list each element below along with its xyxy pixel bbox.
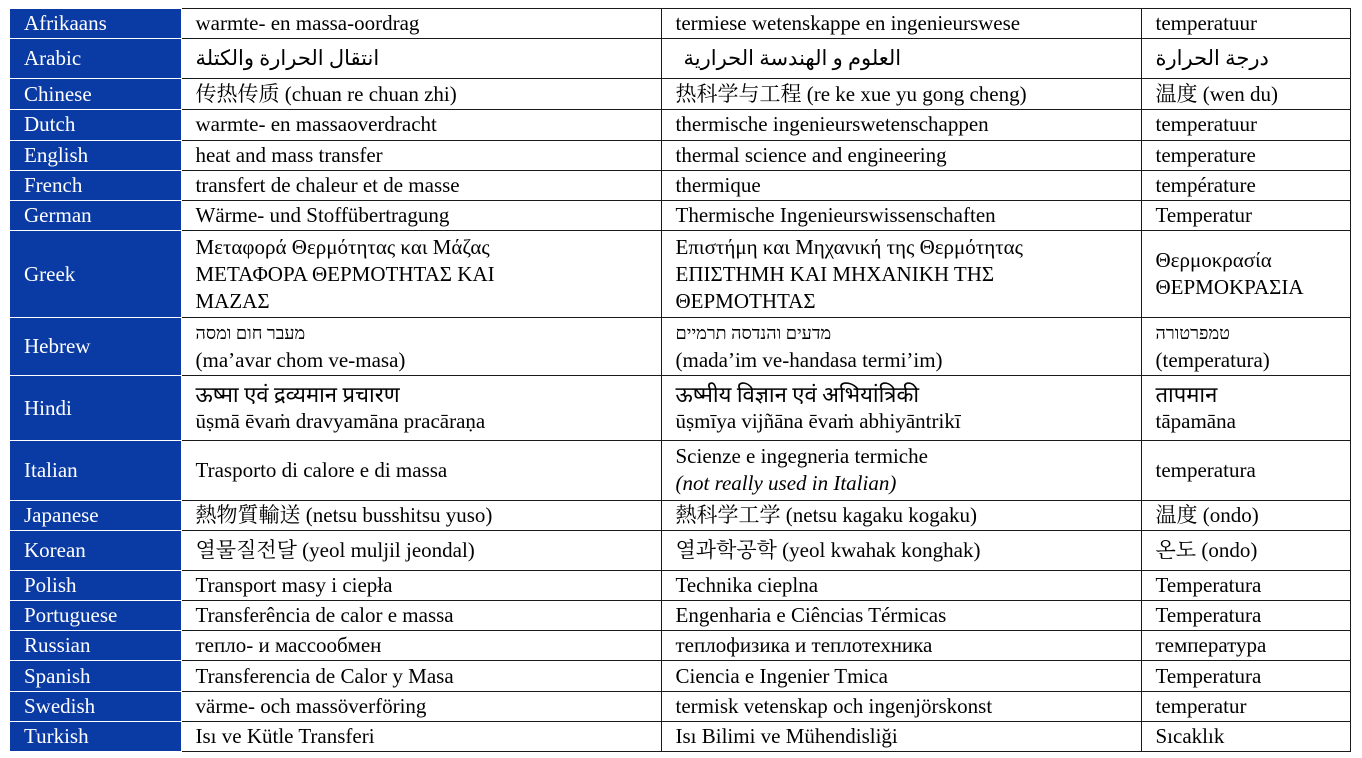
term-line: מדעים והנדסה תרמיים: [675, 322, 832, 343]
term-line: العلوم و الهندسة الحرارية: [683, 46, 902, 71]
term-line: 열과학공학 (yeol kwahak konghak): [675, 538, 981, 563]
language-name: Hindi: [10, 376, 181, 440]
term-line: temperatuur: [1155, 112, 1257, 137]
term-line: ΜΑΖΑΣ: [195, 288, 270, 313]
term-line: Temperatura: [1155, 603, 1262, 628]
term-line: (ma’avar chom ve-masa): [195, 347, 406, 372]
temperature-term: [1141, 601, 1350, 631]
term-line: termiese wetenskappe en ingenieurswese: [675, 11, 1021, 36]
term-line: 熱科学工学 (netsu kagaku kogaku): [675, 502, 978, 527]
temperature-term: [1141, 39, 1350, 79]
language-name: Greek: [10, 230, 181, 317]
term-line: Transferencia de Calor y Masa: [195, 663, 454, 688]
term-line: Temperatura: [1155, 573, 1262, 598]
table-row: [10, 721, 1350, 751]
term-line: temperatura: [1155, 457, 1256, 482]
heat-mass-transfer-term: [181, 230, 661, 317]
term-line: Trasporto di calore e di massa: [195, 457, 448, 482]
term-line: 온도 (ondo): [1155, 538, 1258, 563]
language-name: Hebrew: [10, 318, 181, 376]
thermal-science-term: [661, 631, 1141, 661]
heat-mass-transfer-term: [181, 691, 661, 721]
term-line: ΕΠΙΣΤΗΜΗ ΚΑΙ ΜΗΧΑΝΙΚΗ ΤΗΣ: [675, 261, 995, 286]
heat-mass-transfer-term: [181, 440, 661, 500]
heat-mass-transfer-term: [181, 140, 661, 170]
thermal-science-term: [661, 721, 1141, 751]
table-row: [10, 691, 1350, 721]
term-line: ऊष्मा एवं द्रव्यमान प्रचारण: [195, 382, 400, 408]
term-line: temperatuur: [1155, 11, 1257, 36]
table-row: [10, 9, 1350, 39]
term-line: Επιστήμη και Μηχανική της Θερμότητας: [675, 234, 1023, 259]
term-line: heat and mass transfer: [195, 142, 383, 167]
thermal-science-term: [661, 200, 1141, 230]
thermal-science-term: [661, 531, 1141, 571]
temperature-term: [1141, 376, 1350, 440]
term-line: thermal science and engineering: [675, 142, 947, 167]
term-line: Technika cieplna: [675, 573, 819, 598]
term-line: тепло- и массообмен: [195, 633, 382, 658]
language-name: Spanish: [10, 661, 181, 691]
term-note: (not really used in Italian): [675, 471, 897, 496]
heat-mass-transfer-term: [181, 79, 661, 110]
thermal-science-term: [661, 9, 1141, 39]
thermal-science-term: [661, 500, 1141, 530]
table-row: [10, 110, 1350, 140]
term-line: Sıcaklık: [1155, 723, 1225, 748]
term-line: Transferência de calor e massa: [195, 603, 454, 628]
table-row: [10, 318, 1350, 376]
language-name: Russian: [10, 631, 181, 661]
term-line: מעבר חום ומסה: [195, 322, 306, 343]
table-row: [10, 230, 1350, 317]
term-line: 温度 (wen du): [1155, 81, 1278, 106]
table-row: [10, 601, 1350, 631]
table-row: [10, 376, 1350, 440]
heat-mass-transfer-term: [181, 601, 661, 631]
term-line: värme- och massöverföring: [195, 693, 427, 718]
temperature-term: [1141, 500, 1350, 530]
table-row: [10, 500, 1350, 530]
language-name: German: [10, 200, 181, 230]
term-line: Isı Bilimi ve Mühendisliği: [675, 723, 898, 748]
term-line: انتقال الحرارة والكتلة: [195, 46, 380, 71]
language-name: English: [10, 140, 181, 170]
table-row: [10, 79, 1350, 110]
table-row: [10, 631, 1350, 661]
heat-mass-transfer-term: [181, 200, 661, 230]
heat-mass-transfer-term: [181, 110, 661, 140]
heat-mass-transfer-term: [181, 170, 661, 200]
term-line: 热科学与工程 (re ke xue yu gong cheng): [675, 81, 1027, 106]
thermal-science-term: [661, 440, 1141, 500]
term-line: (temperatura): [1155, 347, 1270, 372]
heat-mass-transfer-term: [181, 631, 661, 661]
temperature-term: [1141, 691, 1350, 721]
term-line: температура: [1155, 633, 1267, 658]
term-line: tāpamāna: [1155, 409, 1236, 434]
heat-mass-transfer-term: [181, 39, 661, 79]
table-row: [10, 39, 1350, 79]
term-line: теплофизика и теплотехника: [675, 633, 933, 658]
term-line: temperature: [1155, 142, 1256, 167]
table-row: [10, 200, 1350, 230]
temperature-term: [1141, 110, 1350, 140]
term-line: temperatur: [1155, 693, 1247, 718]
thermal-science-term: [661, 571, 1141, 601]
language-name: Chinese: [10, 79, 181, 110]
term-line: Scienze e ingegneria termiche: [675, 444, 928, 469]
table-row: [10, 531, 1350, 571]
term-line: Θερμοκρασία: [1155, 248, 1272, 272]
language-name: Japanese: [10, 500, 181, 530]
temperature-term: [1141, 440, 1350, 500]
language-name: Dutch: [10, 110, 181, 140]
term-line: Μεταφορά Θερμότητας και Μάζας: [195, 234, 490, 259]
heat-mass-transfer-term: [181, 721, 661, 751]
term-line: termisk vetenskap och ingenjörskonst: [675, 693, 993, 718]
term-line: तापमान: [1155, 382, 1218, 408]
table-row: [10, 140, 1350, 170]
language-name: Italian: [10, 440, 181, 500]
translation-table-body: [10, 9, 1350, 752]
heat-mass-transfer-term: [181, 571, 661, 601]
temperature-term: [1141, 9, 1350, 39]
term-line: ΘΕΡΜΟΤΗΤΑΣ: [675, 288, 816, 313]
table-row: [10, 571, 1350, 601]
term-line: ΘΕΡΜΟΚΡΑΣΙΑ: [1155, 275, 1304, 299]
thermal-science-term: [661, 170, 1141, 200]
language-name: Arabic: [10, 39, 181, 79]
thermal-science-term: [661, 661, 1141, 691]
table-row: [10, 661, 1350, 691]
language-name: Turkish: [10, 721, 181, 751]
thermal-science-term: [661, 140, 1141, 170]
temperature-term: [1141, 230, 1350, 317]
heat-mass-transfer-term: [181, 318, 661, 376]
term-line: thermische ingenieurswetenschappen: [675, 112, 989, 137]
temperature-term: [1141, 170, 1350, 200]
term-line: Engenharia e Ciências Térmicas: [675, 603, 947, 628]
temperature-term: [1141, 571, 1350, 601]
language-name: French: [10, 170, 181, 200]
term-line: Temperatur: [1155, 202, 1252, 227]
term-line: Ciencia e Ingenier Tmica: [675, 663, 888, 688]
term-line: thermique: [675, 172, 761, 197]
term-line: Isı ve Kütle Transferi: [195, 723, 375, 748]
thermal-science-term: [661, 691, 1141, 721]
thermal-science-term: [661, 230, 1141, 317]
term-line: ऊष्मीय विज्ञान एवं अभियांत्रिकी: [675, 382, 920, 408]
translation-table: [10, 8, 1351, 752]
term-line: 熱物質輸送 (netsu busshitsu yuso): [195, 502, 493, 527]
language-name: Polish: [10, 571, 181, 601]
thermal-science-term: [661, 79, 1141, 110]
language-name: Swedish: [10, 691, 181, 721]
thermal-science-term: [661, 376, 1141, 440]
heat-mass-transfer-term: [181, 500, 661, 530]
thermal-science-term: [661, 110, 1141, 140]
temperature-term: [1141, 140, 1350, 170]
term-line: (mada’im ve-handasa termi’im): [675, 347, 943, 372]
term-line: ūṣmīya vijñāna ēvaṁ abhiyāntrikī: [675, 409, 961, 434]
term-line: température: [1155, 172, 1256, 197]
term-line: 传热传质 (chuan re chuan zhi): [195, 81, 457, 106]
term-line: Transport masy i ciepła: [195, 573, 393, 598]
term-line: 温度 (ondo): [1155, 502, 1259, 527]
table-row: [10, 170, 1350, 200]
table-row: [10, 440, 1350, 500]
temperature-term: [1141, 200, 1350, 230]
heat-mass-transfer-term: [181, 9, 661, 39]
term-line: درجة الحرارة: [1155, 46, 1269, 71]
language-name: Afrikaans: [10, 9, 181, 39]
temperature-term: [1141, 79, 1350, 110]
language-name: Korean: [10, 531, 181, 571]
term-line: Wärme- und Stoffübertragung: [195, 202, 450, 227]
temperature-term: [1141, 661, 1350, 691]
temperature-term: [1141, 318, 1350, 376]
heat-mass-transfer-term: [181, 376, 661, 440]
term-line: ΜΕΤΑΦΟΡΑ ΘΕΡΜΟΤΗΤΑΣ ΚΑΙ: [195, 261, 495, 286]
term-line: ūṣmā ēvaṁ dravyamāna pracāraṇa: [195, 409, 486, 434]
term-line: transfert de chaleur et de masse: [195, 172, 460, 197]
temperature-term: [1141, 721, 1350, 751]
heat-mass-transfer-term: [181, 531, 661, 571]
term-line: טמפרטורה: [1155, 322, 1230, 343]
thermal-science-term: [661, 39, 1141, 79]
term-line: warmte- en massaoverdracht: [195, 112, 437, 137]
thermal-science-term: [661, 601, 1141, 631]
term-line: warmte- en massa-oordrag: [195, 11, 420, 36]
term-line: Temperatura: [1155, 663, 1262, 688]
thermal-science-term: [661, 318, 1141, 376]
heat-mass-transfer-term: [181, 661, 661, 691]
term-line: 열물질전달 (yeol muljil jeondal): [195, 538, 475, 563]
language-name: Portuguese: [10, 601, 181, 631]
temperature-term: [1141, 631, 1350, 661]
term-line: Thermische Ingenieurswissenschaften: [675, 202, 996, 227]
temperature-term: [1141, 531, 1350, 571]
